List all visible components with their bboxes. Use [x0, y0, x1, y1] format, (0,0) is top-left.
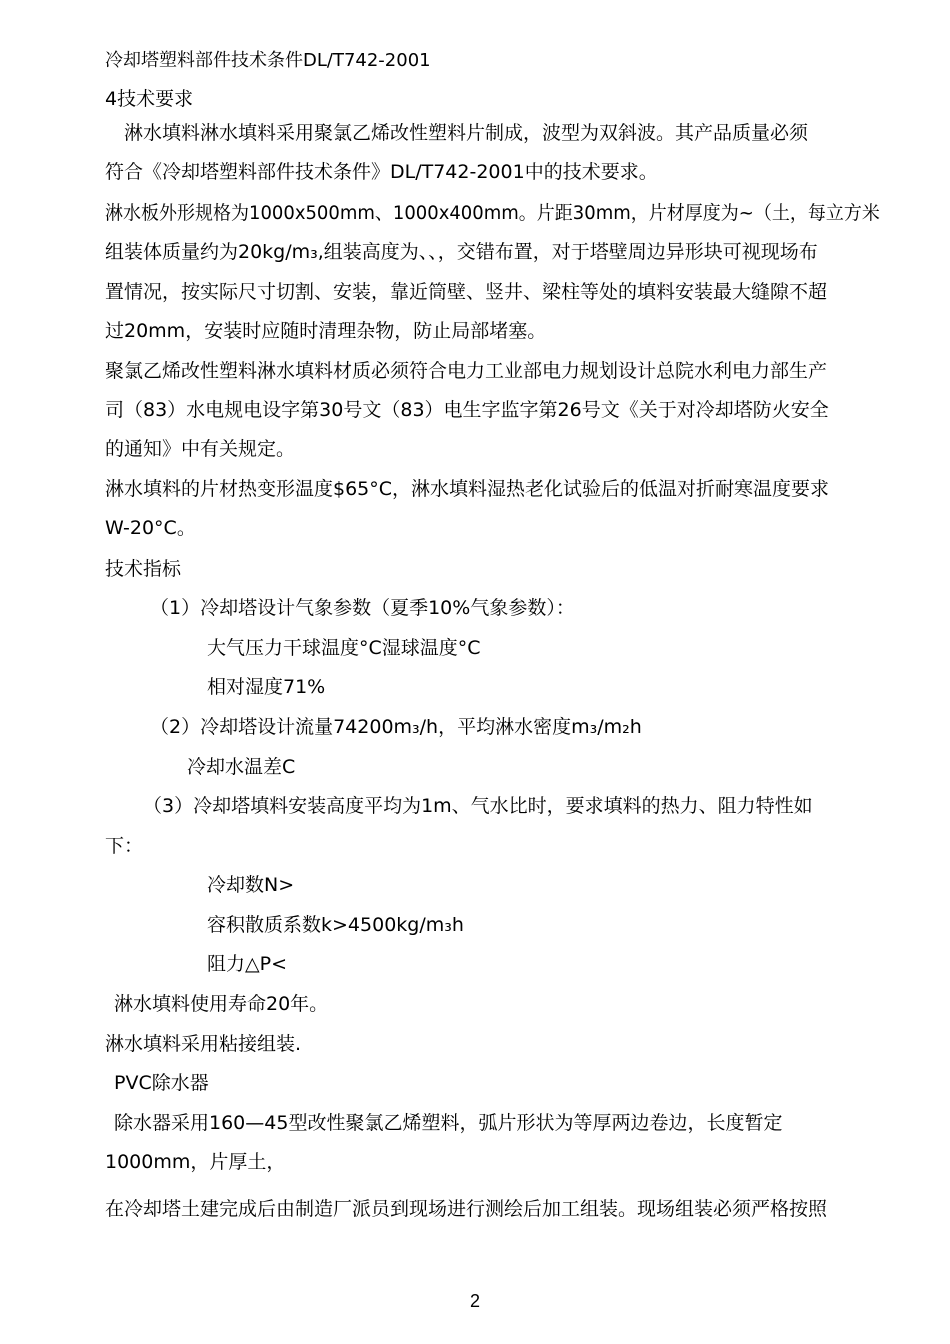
- paragraph-line: 淋水板外形规格为1000x500mm、1000x400mm。片距30mm，片材厚度为~（土，每立方米: [105, 202, 880, 224]
- paragraph-line: 除水器采用160—45型改性聚氯乙烯塑料，弧片形状为等厚两边卷边，长度暂定: [114, 1112, 783, 1134]
- paragraph-line: 1000mm，片厚土，: [105, 1151, 286, 1173]
- paragraph-line: 淋水填料使用寿命20年。: [114, 993, 329, 1015]
- document-header-title: 冷却塔塑料部件技术条件DL/T742-2001: [105, 50, 431, 71]
- paragraph-line: 组装体质量约为20kg/m₃,组装高度为、、，交错布置，对于塔壁周边异形块可视现场布: [105, 241, 818, 263]
- list-subitem: 冷却水温差C: [187, 756, 296, 778]
- list-subitem: 大气压力干球温度°C湿球温度°C: [207, 637, 481, 659]
- paragraph-line: 淋水填料淋水填料采用聚氯乙烯改性塑料片制成，波型为双斜波。其产品质量必须: [124, 122, 809, 144]
- paragraph-line: 置情况，按实际尺寸切割、安装，靠近筒壁、竖井、梁柱等处的填料安装最大缝隙不超: [105, 281, 828, 303]
- subsection-heading: 技术指标: [105, 558, 182, 580]
- paragraph-line: W-20°C。: [105, 517, 196, 539]
- list-subitem: 阻力△P<: [207, 953, 287, 975]
- section-heading: 4技术要求: [105, 88, 194, 110]
- paragraph-line: 在冷却塔土建完成后由制造厂派员到现场进行测绘后加工组装。现场组装必须严格按照: [105, 1198, 828, 1220]
- subsection-heading: PVC除水器: [114, 1072, 209, 1094]
- page-number: 2: [469, 1291, 480, 1311]
- list-subitem: 冷却数N>: [207, 874, 295, 896]
- paragraph-line: 过20mm，安装时应随时清理杂物，防止局部堵塞。: [105, 320, 547, 342]
- paragraph-line: 淋水填料采用粘接组装.: [105, 1033, 302, 1055]
- paragraph-line: 聚氯乙烯改性塑料淋水填料材质必须符合电力工业部电力规划设计总院水利电力部生产: [105, 360, 828, 382]
- list-item: （2）冷却塔设计流量74200m₃/h，平均淋水密度m₃/m₂h: [150, 716, 642, 738]
- list-item: （1）冷却塔设计气象参数（夏季10%气象参数）：: [150, 597, 575, 619]
- paragraph-line: 的通知》中有关规定。: [105, 438, 296, 460]
- list-subitem: 相对湿度71%: [207, 676, 326, 698]
- paragraph-line: 淋水填料的片材热变形温度$65°C，淋水填料湿热老化试验后的低温对折耐寒温度要求: [105, 478, 830, 500]
- paragraph-line: 下：: [105, 835, 144, 857]
- list-subitem: 容积散质系数k>4500kg/m₃h: [207, 914, 464, 936]
- paragraph-line: 司（83）水电规电设字第30号文（83）电生字监字第26号文《关于对冷却塔防火安全: [105, 399, 829, 421]
- list-item: （3）冷却塔填料安装高度平均为1m、气水比时，要求填料的热力、阻力特性如: [143, 795, 813, 817]
- paragraph-line: 符合《冷却塔塑料部件技术条件》DL/T742-2001中的技术要求。: [105, 161, 658, 183]
